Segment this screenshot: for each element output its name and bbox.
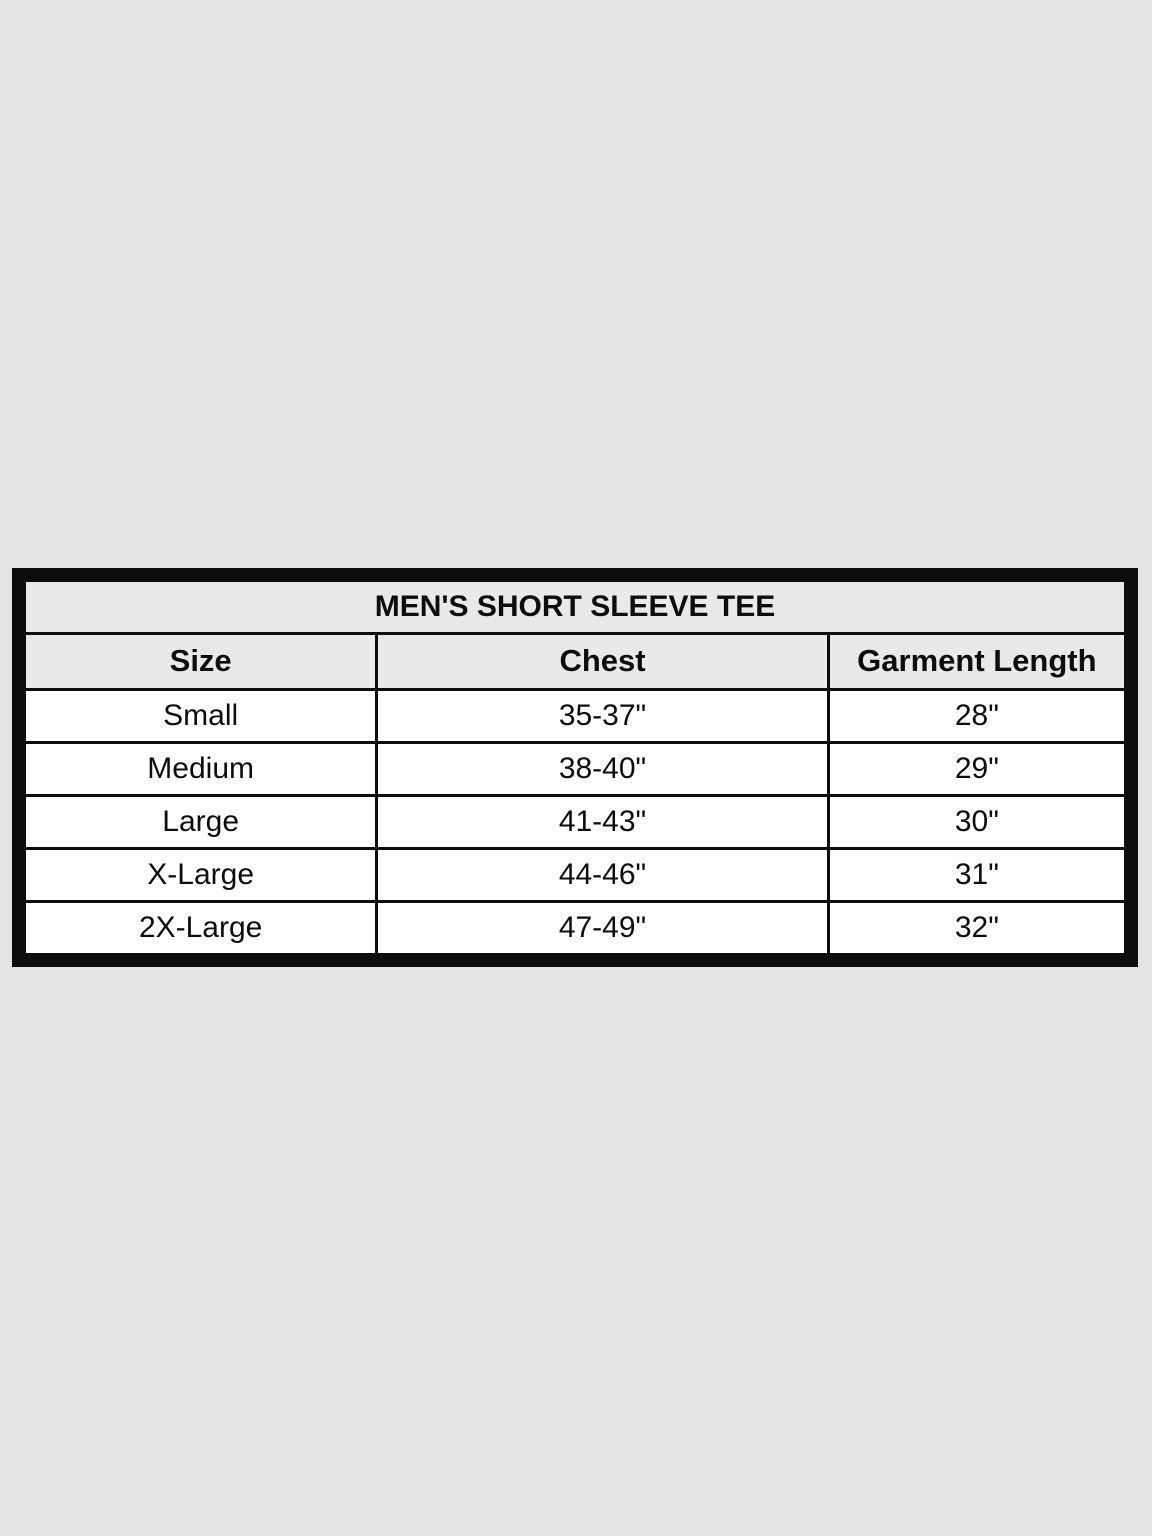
cell-size: Large (25, 795, 377, 848)
cell-chest: 44-46" (377, 848, 828, 901)
cell-garment-length: 28" (828, 689, 1125, 742)
cell-size: Small (25, 689, 377, 742)
size-chart-title-row (25, 581, 1126, 634)
size-chart-header-row (25, 634, 1126, 690)
cell-size: X-Large (25, 848, 377, 901)
cell-garment-length: 30" (828, 795, 1125, 848)
column-header-garment-length: Garment Length (828, 634, 1125, 690)
cell-garment-length: 32" (828, 901, 1125, 954)
cell-garment-length: 29" (828, 742, 1125, 795)
cell-garment-length: 31" (828, 848, 1125, 901)
column-header-chest: Chest (377, 634, 828, 690)
cell-size: Medium (25, 742, 377, 795)
table-row-medium (25, 742, 1126, 795)
cell-chest: 41-43" (377, 795, 828, 848)
table-row-x-large (25, 848, 1126, 901)
cell-chest: 35-37" (377, 689, 828, 742)
column-header-size: Size (25, 634, 377, 690)
table-row-large (25, 795, 1126, 848)
table-row-small (25, 689, 1126, 742)
table-row-2x-large (25, 901, 1126, 954)
cell-chest: 47-49" (377, 901, 828, 954)
size-chart-table (23, 579, 1127, 956)
size-chart (12, 568, 1138, 967)
cell-chest: 38-40" (377, 742, 828, 795)
cell-size: 2X-Large (25, 901, 377, 954)
size-chart-title: MEN'S SHORT SLEEVE TEE (25, 581, 1126, 634)
